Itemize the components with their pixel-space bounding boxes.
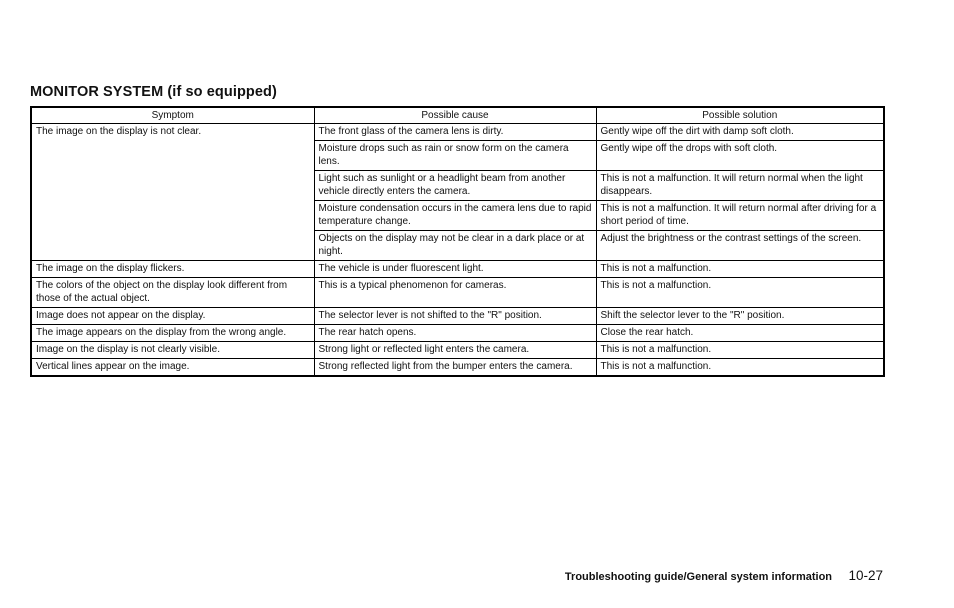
header-possible-solution: Possible solution <box>596 107 884 124</box>
troubleshooting-table <box>30 106 885 377</box>
solution-cell: Gently wipe off the dirt with damp soft cloth. <box>596 124 884 141</box>
table-row <box>31 124 884 141</box>
header-possible-cause: Possible cause <box>314 107 596 124</box>
table-header-row <box>31 107 884 124</box>
solution-cell: This is not a malfunction. <box>596 359 884 377</box>
cause-cell: This is a typical phenomenon for cameras. <box>314 278 596 308</box>
solution-cell: Shift the selector lever to the "R" position. <box>596 308 884 325</box>
table-row <box>31 325 884 342</box>
symptom-cell: The image on the display flickers. <box>31 261 314 278</box>
table-row <box>31 342 884 359</box>
table-row <box>31 278 884 308</box>
solution-cell: This is not a malfunction. It will return normal after driving for a short period of time. <box>596 201 884 231</box>
symptom-cell: Vertical lines appear on the image. <box>31 359 314 377</box>
cause-cell: The selector lever is not shifted to the "R" position. <box>314 308 596 325</box>
page-number: 10-27 <box>848 568 883 583</box>
table-row <box>31 308 884 325</box>
page-footer <box>565 568 883 585</box>
cause-cell: The rear hatch opens. <box>314 325 596 342</box>
solution-cell: This is not a malfunction. <box>596 261 884 278</box>
symptom-cell: Image on the display is not clearly visible. <box>31 342 314 359</box>
symptom-cell: The colors of the object on the display look different from those of the actual object. <box>31 278 314 308</box>
cause-cell: Objects on the display may not be clear in a dark place or at night. <box>314 231 596 261</box>
solution-cell: This is not a malfunction. <box>596 342 884 359</box>
table-row <box>31 359 884 377</box>
cause-cell: The vehicle is under fluorescent light. <box>314 261 596 278</box>
symptom-cell: The image appears on the display from the wrong angle. <box>31 325 314 342</box>
solution-cell: This is not a malfunction. It will return normal when the light disappears. <box>596 171 884 201</box>
cause-cell: The front glass of the camera lens is dirty. <box>314 124 596 141</box>
cause-cell: Strong reflected light from the bumper enters the camera. <box>314 359 596 377</box>
cause-cell: Moisture condensation occurs in the camera lens due to rapid temperature change. <box>314 201 596 231</box>
section-title: MONITOR SYSTEM (if so equipped) <box>30 84 277 100</box>
header-symptom: Symptom <box>31 107 314 124</box>
table-row <box>31 261 884 278</box>
solution-cell: Close the rear hatch. <box>596 325 884 342</box>
solution-cell: Gently wipe off the drops with soft cloth. <box>596 141 884 171</box>
footer-section-title: Troubleshooting guide/General system information <box>564 571 833 583</box>
symptom-cell: The image on the display is not clear. <box>31 124 314 261</box>
cause-cell: Light such as sunlight or a headlight beam from another vehicle directly enters the camera. <box>314 171 596 201</box>
symptom-cell: Image does not appear on the display. <box>31 308 314 325</box>
cause-cell: Strong light or reflected light enters the camera. <box>314 342 596 359</box>
solution-cell: Adjust the brightness or the contrast settings of the screen. <box>596 231 884 261</box>
solution-cell: This is not a malfunction. <box>596 278 884 308</box>
cause-cell: Moisture drops such as rain or snow form on the camera lens. <box>314 141 596 171</box>
